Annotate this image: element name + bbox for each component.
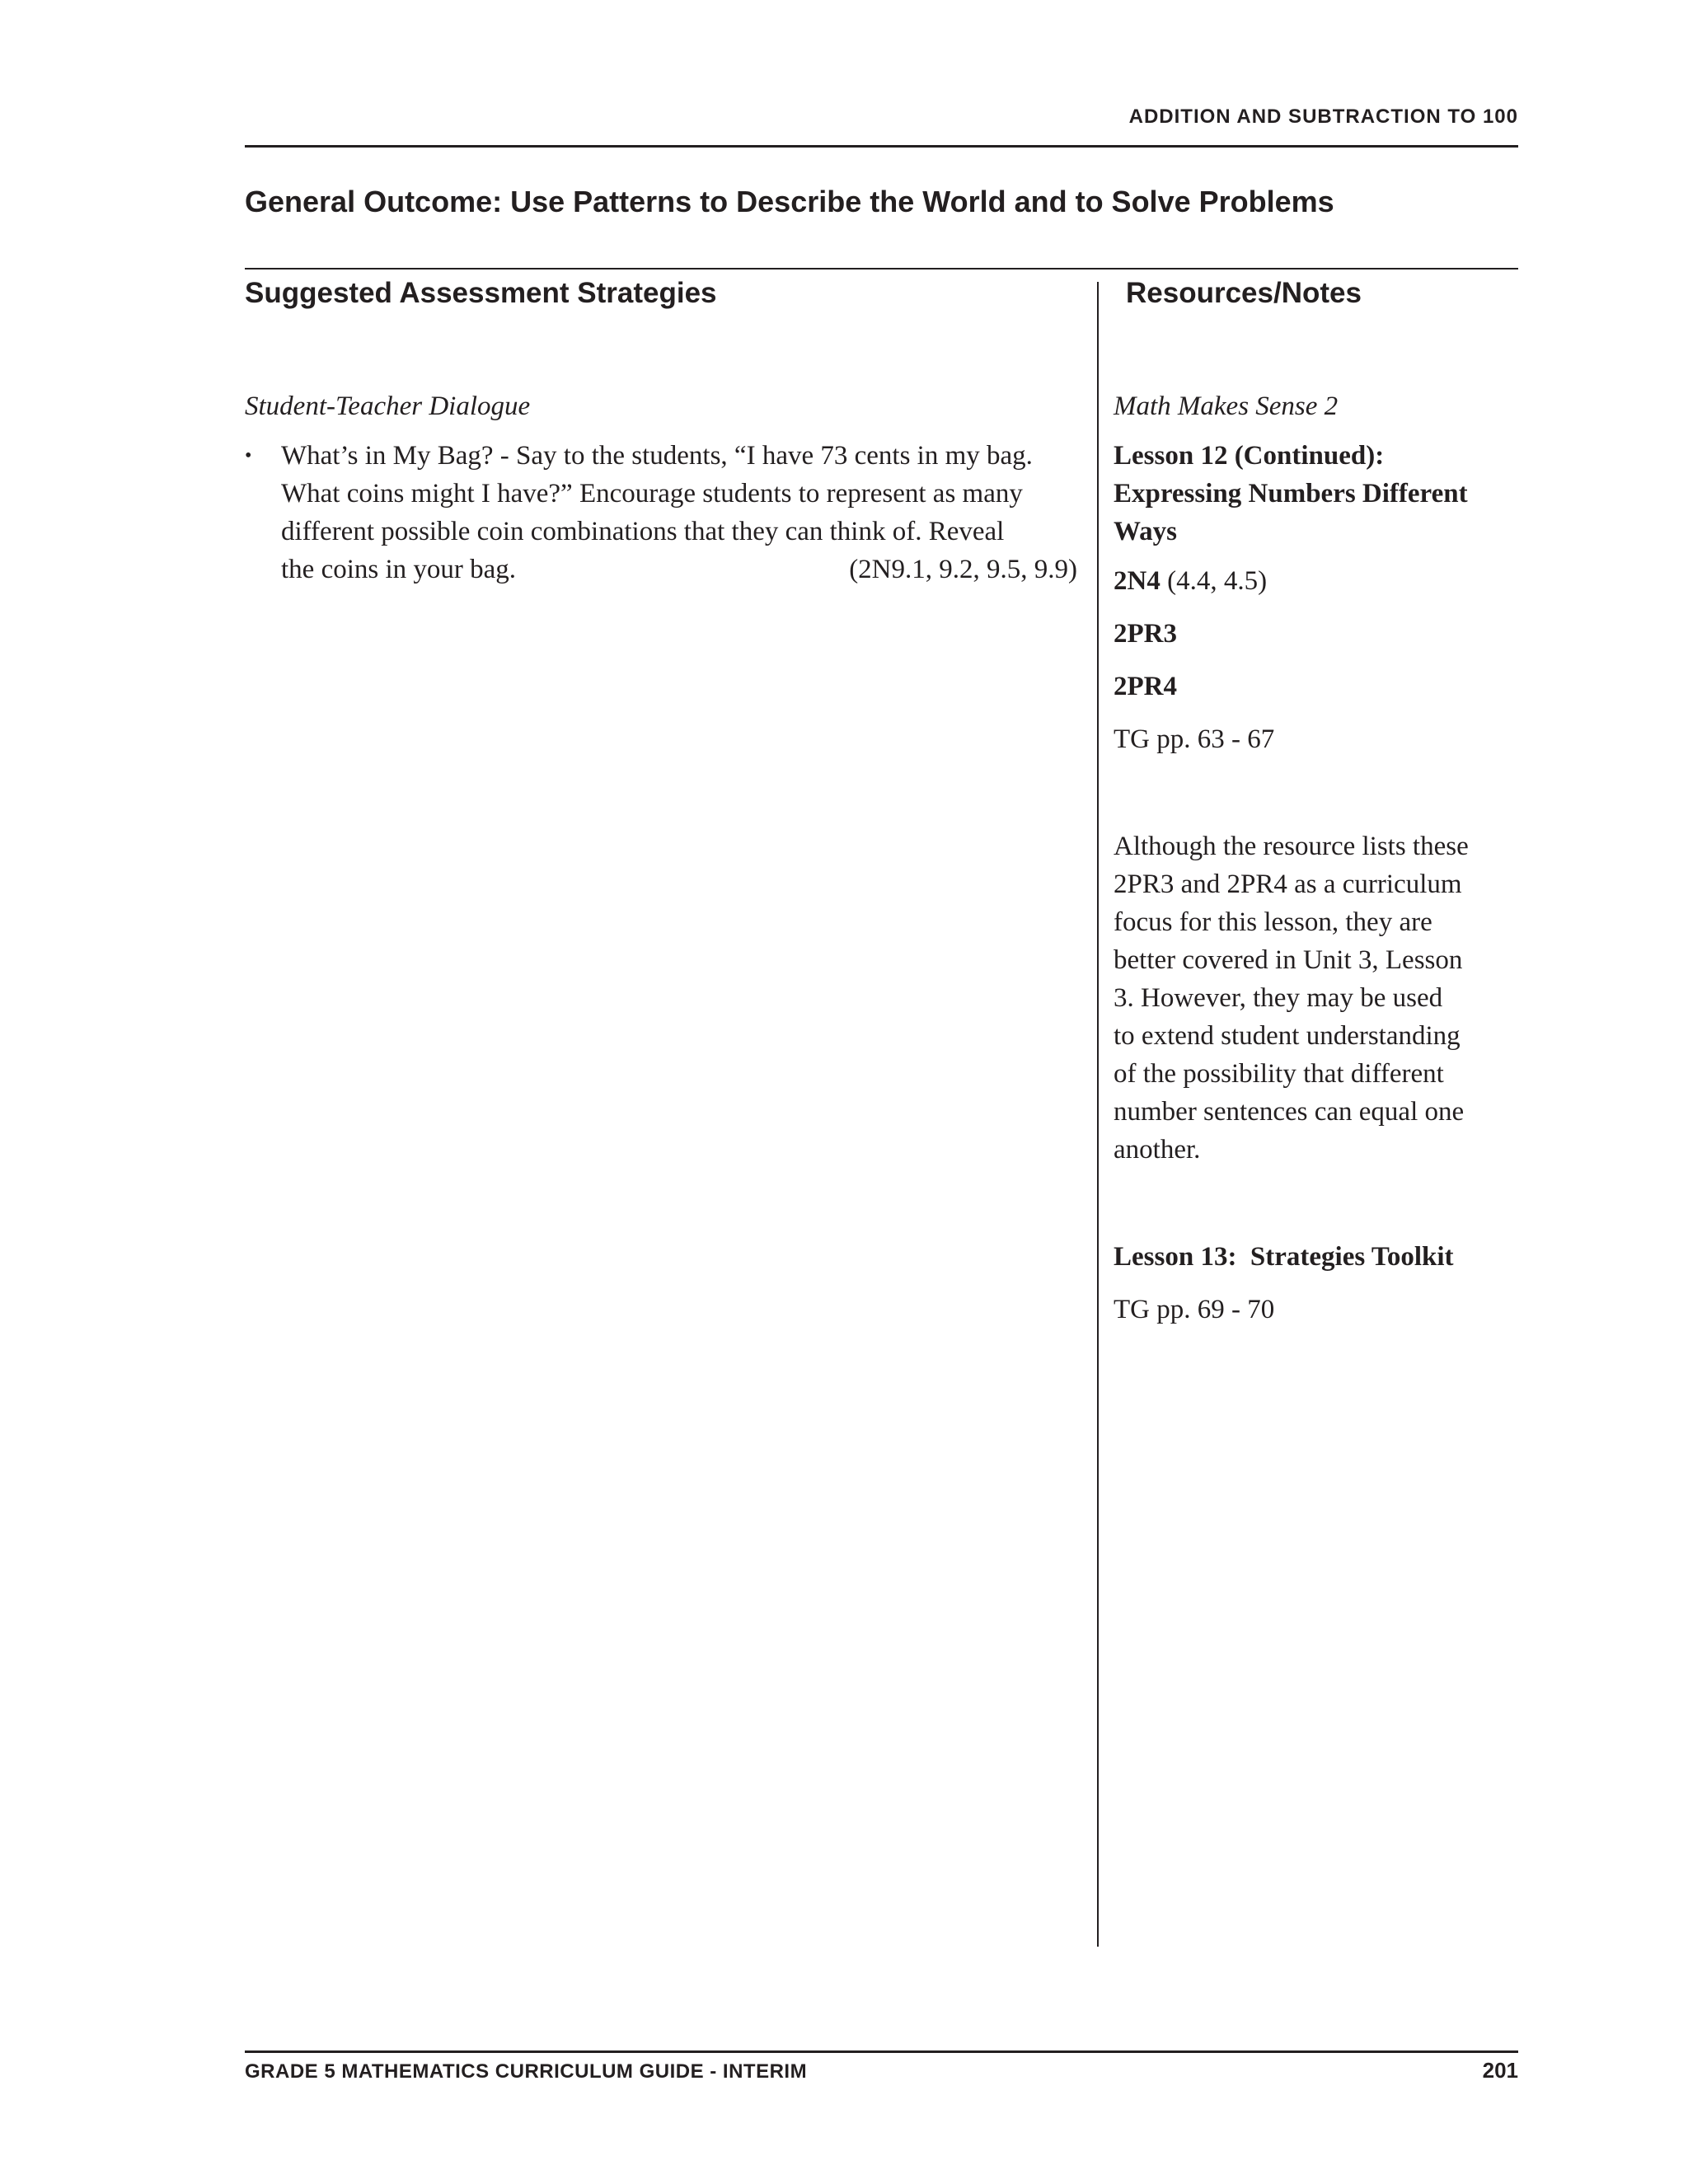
bullet-line: What coins might I have?” Encourage students to represent as many: [281, 479, 1023, 509]
list-item: [245, 437, 1077, 588]
tg-pages-lesson-12: TG pp. 63 - 67: [1114, 724, 1275, 754]
note-line: better covered in Unit 3, Lesson: [1114, 945, 1463, 975]
lesson-12-note: [1114, 827, 1509, 1169]
bullet-line: What’s in My Bag? - Say to the students, “I have 73 cents in my bag.: [281, 441, 1033, 471]
outcome-2pr4: 2PR4: [1114, 672, 1177, 701]
lesson-12-title: [1114, 437, 1509, 551]
lesson-title-line: Ways: [1114, 517, 1178, 546]
assessment-column: [245, 387, 1077, 588]
page-number: 201: [1482, 2058, 1518, 2083]
bullet-line: different possible coin combinations that they can think of. Reveal: [281, 517, 1005, 546]
running-header-title: ADDITION AND SUBTRACTION TO 100: [1128, 105, 1518, 128]
lesson-13-title: Lesson 13: Strategies Toolkit: [1114, 1242, 1454, 1272]
outcome-reference: (2N9.1, 9.2, 9.5, 9.9): [849, 555, 1077, 584]
outcome-2n4: [1114, 562, 1509, 600]
tg-pages-lesson-13: TG pp. 69 - 70: [1114, 1295, 1275, 1324]
lesson-title-line: Lesson 12 (Continued):: [1114, 441, 1385, 471]
outcome-detail: (4.4, 4.5): [1160, 566, 1268, 596]
note-line: number sentences can equal one: [1114, 1097, 1465, 1127]
assessment-strategies-heading: Suggested Assessment Strategies: [245, 277, 717, 309]
note-line: Although the resource lists these: [1114, 832, 1469, 861]
outcome-code: 2N4: [1114, 566, 1160, 596]
note-line: of the possibility that different: [1114, 1059, 1444, 1089]
bullet-line: the coins in your bag.: [281, 555, 517, 584]
footer-rule: [245, 2050, 1518, 2053]
outcome-2pr3: 2PR3: [1114, 619, 1177, 649]
bullet-last-line: [281, 551, 1077, 588]
note-line: another.: [1114, 1135, 1201, 1165]
resources-column: [1114, 387, 1509, 1329]
note-line: 3. However, they may be used: [1114, 983, 1443, 1013]
general-outcome-heading: General Outcome: Use Patterns to Describe the World and to Solve Problems: [245, 185, 1334, 218]
footer-guide-title: GRADE 5 MATHEMATICS CURRICULUM GUIDE - INTERIM: [245, 2060, 808, 2083]
lesson-title-line: Expressing Numbers Different: [1114, 479, 1468, 509]
header-rule: [245, 145, 1518, 148]
note-line: 2PR3 and 2PR4 as a curriculum: [1114, 869, 1462, 899]
section-rule: [245, 268, 1518, 269]
student-teacher-dialogue-heading: Student-Teacher Dialogue: [245, 391, 531, 421]
column-divider: [1097, 282, 1099, 1947]
resource-book-title: Math Makes Sense 2: [1114, 391, 1339, 421]
note-line: to extend student understanding: [1114, 1021, 1461, 1051]
resources-notes-heading: Resources/Notes: [1126, 277, 1362, 309]
note-line: focus for this lesson, they are: [1114, 907, 1432, 937]
bullet-text: [281, 437, 1077, 588]
bullet-icon: •: [245, 445, 252, 466]
